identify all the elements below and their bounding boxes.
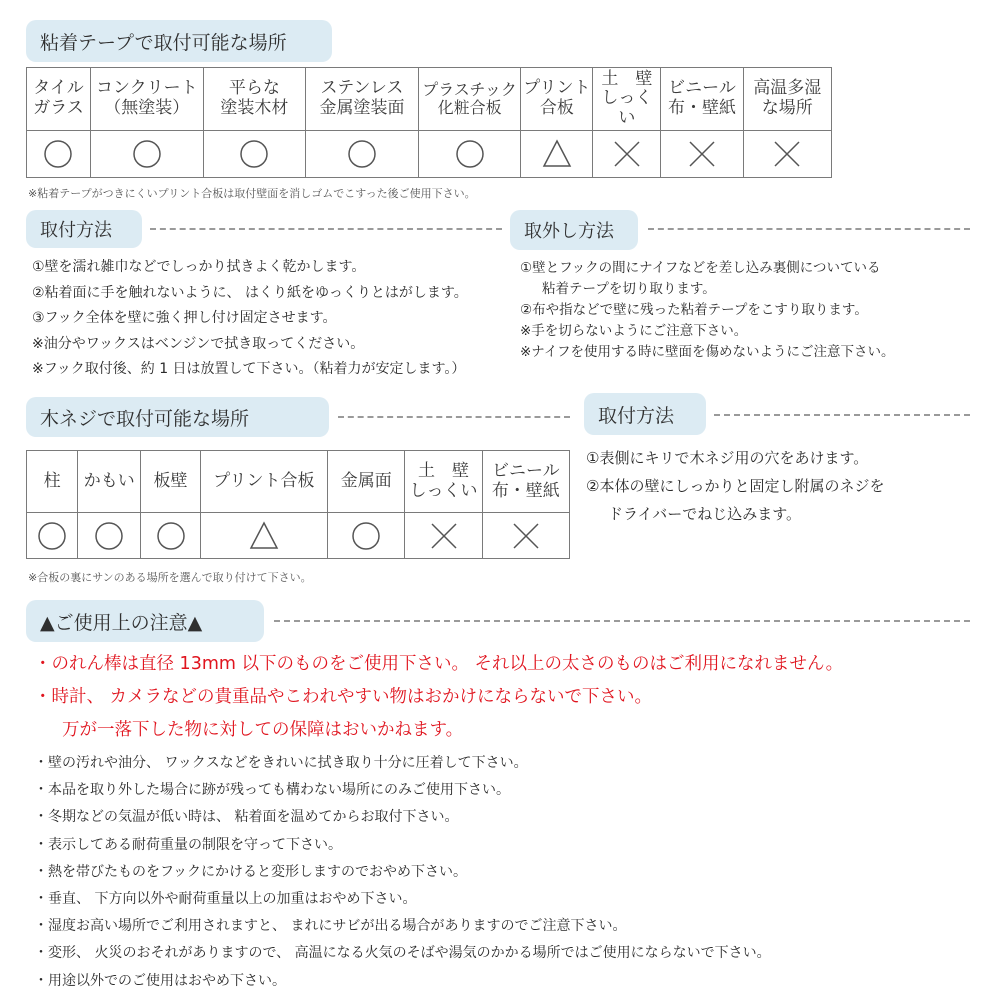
removal-steps [520, 258, 894, 363]
mark-cell [78, 513, 141, 559]
cross-mark-icon [771, 138, 803, 170]
cross-mark-icon [428, 520, 460, 552]
removal-step: ※ナイフを使用する時に壁面を傷めないようにご注意下さい。 [520, 344, 895, 360]
caution-item: ・表示してある耐荷重量の制限を守って下さい。 [34, 836, 342, 853]
circle-mark-icon [346, 138, 378, 170]
circle-mark-icon [155, 520, 187, 552]
triangle-mark-icon [248, 520, 280, 552]
removal-divider [648, 228, 970, 230]
screw-install-steps [586, 444, 884, 528]
circle-mark-icon [42, 138, 74, 170]
caution-item: ・壁の汚れや油分、 ワックスなどをきれいに拭き取り十分に圧着して下さい。 [34, 755, 528, 771]
mark-cell [743, 131, 831, 178]
removal-step: ②布や指などで壁に残った粘着テープをこすり取ります。 [520, 302, 868, 318]
circle-mark-icon [93, 520, 125, 552]
cross-mark-icon [510, 520, 542, 552]
mark-cell [27, 131, 91, 178]
header-print-plywood: プリント 合板 [521, 68, 593, 131]
header-painted-wood: 平らな 塗装木材 [203, 68, 306, 131]
header-metal: 金属面 [328, 451, 405, 513]
screw-compatibility-table [26, 450, 570, 559]
mark-cell [203, 131, 306, 178]
removal-step: 粘着テープを切り取ります。 [542, 281, 716, 297]
cautions-divider [274, 620, 970, 622]
circle-mark-icon [454, 138, 486, 170]
cautions-section-title: ▲ご使用上の注意▲ [26, 600, 264, 642]
header-pillar: 柱 [27, 451, 78, 513]
header-humid: 高温多湿 な場所 [743, 68, 831, 131]
mark-cell [328, 513, 405, 559]
install-steps [32, 255, 468, 383]
header-vinyl: ビニール 布・壁紙 [661, 68, 743, 131]
mark-cell [306, 131, 419, 178]
caution-item: ・湿度お高い場所でご利用されますと、 まれにサビが出る場合がありますのでご注意下さい。 [34, 918, 627, 935]
triangle-mark-icon [541, 138, 573, 170]
removal-step: ①壁とフックの間にナイフなどを差し込み裏側についている [520, 260, 881, 276]
header-kamoi: かもい [78, 451, 141, 513]
mark-cell [200, 513, 327, 559]
removal-step: ※手を切らないようにご注意下さい。 [520, 323, 748, 339]
install-step: ※フック取付後、約 1 日は放置して下さい。（粘着力が安定します。） [32, 361, 466, 377]
header-stainless: ステンレス 金属塗装面 [306, 68, 419, 131]
caution-item: ・冬期などの気温が低い時は、 粘着面を温めてからお取付下さい。 [34, 809, 459, 826]
screw-section-title: 木ネジで取付可能な場所 [26, 397, 329, 437]
caution-item: ・垂直、 下方向以外や耐荷重量以上の加重はおやめ下さい。 [34, 890, 417, 907]
header-earth-wall: 土 壁 しっくい [593, 68, 661, 131]
install-section-title: 取付方法 [26, 210, 142, 248]
screw-divider [338, 416, 570, 418]
caution-list [34, 750, 771, 995]
cross-mark-icon [686, 138, 718, 170]
circle-mark-icon [350, 520, 382, 552]
mark-cell [482, 513, 569, 559]
mark-cell [593, 131, 661, 178]
header-concrete: コンクリート （無塗装） [90, 68, 203, 131]
mark-cell [27, 513, 78, 559]
caution-item: ・変形、 火災のおそれがありますので、 高温になる火気のそばや湯気のかかる場所ではご使用にならないで下さい。 [34, 945, 771, 962]
adhesive-compatibility-table [26, 67, 832, 178]
circle-mark-icon [238, 138, 270, 170]
header-print-plywood: プリント合板 [200, 451, 327, 513]
cross-mark-icon [611, 138, 643, 170]
mark-cell [405, 513, 482, 559]
caution-warning-valuables: ・時計、 カメラなどの貴重品やこわれやすい物はおかけにならないで下さい。 [34, 687, 653, 707]
adhesive-section-title: 粘着テープで取付可能な場所 [26, 20, 332, 62]
header-earth-wall: 土 壁 しっくい [405, 451, 482, 513]
adhesive-note: ※粘着テープがつきにくいプリント合板は取付壁面を消しゴムでこすった後ご使用下さい。 [28, 187, 476, 200]
header-board-wall: 板壁 [141, 451, 200, 513]
install-step: ③フック全体を壁に強く押し付け固定させます。 [32, 310, 337, 326]
install-step: ②粘着面に手を触れないように、 はくり紙をゆっくりとはがします。 [32, 284, 468, 301]
caution-warning-liability: 万が一落下した物に対しての保障はおいかねます。 [62, 720, 464, 740]
header-plastic: プラスチック 化粧合板 [418, 68, 521, 131]
screw-install-divider [714, 414, 970, 416]
caution-warning-rod: ・のれん棒は直径 13mm 以下のものをご使用下さい。 それ以上の太さのものはご利用になれません。 [34, 654, 844, 674]
install-step: ①壁を濡れ雑巾などでしっかり拭きよく乾かします。 [32, 259, 366, 275]
mark-cell [141, 513, 200, 559]
caution-item: ・本品を取り外した場合に跡が残っても構わない場所にのみご使用下さい。 [34, 782, 510, 799]
caution-item: ・熱を帯びたものをフックにかけると変形しますのでおやめ下さい。 [34, 863, 468, 880]
mark-cell [90, 131, 203, 178]
mark-cell [661, 131, 743, 178]
mark-cell [418, 131, 521, 178]
header-tile-glass: タイル ガラス [27, 68, 91, 131]
install-divider [150, 228, 502, 230]
install-step: ※油分やワックスはベンジンで拭き取ってください。 [32, 335, 365, 352]
header-vinyl: ビニール 布・壁紙 [482, 451, 569, 513]
circle-mark-icon [131, 138, 163, 170]
screw-install-step: ①表側にキリで木ネジ用の穴をあけます。 [586, 449, 869, 467]
screw-note: ※合板の裏にサンのある場所を選んで取り付けて下さい。 [28, 571, 312, 584]
circle-mark-icon [36, 520, 68, 552]
removal-section-title: 取外し方法 [510, 210, 638, 250]
screw-install-step: ②本体の壁にしっかりと固定し附属のネジを [586, 477, 885, 495]
mark-cell [521, 131, 593, 178]
screw-install-step: ドライバーでねじ込みます。 [608, 505, 802, 523]
caution-item: ・用途以外でのご使用はおやめ下さい。 [34, 972, 286, 989]
screw-install-section-title: 取付方法 [584, 393, 706, 435]
